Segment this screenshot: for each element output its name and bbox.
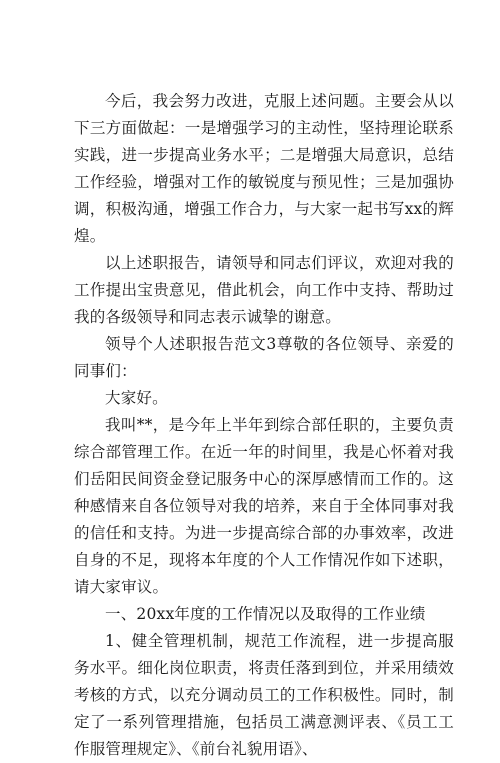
document-body <box>74 88 454 763</box>
paragraph-self-introduction: 我叫**，是今年上半年到综合部任职的，主要负责综合部管理工作。在近一年的时间里，我是心怀着对我们岳阳民间资金登记服务中心的深厚感情而工作的。这种感情来自各位领导对我的培养，来自于全体同事对我的信任和支持。为进一步提高综合部的办事效率，改进自身的不足，现将本年度的个人工作情况作如下述职，请大家审议。 <box>74 416 454 596</box>
section-heading-work-summary: 一、20xx年度的工作情况以及取得的工作业绩 <box>105 605 426 623</box>
paragraph-salutation: 大家好。 <box>105 389 168 407</box>
paragraph-closing-remarks: 以上述职报告，请领导和同志们评议，欢迎对我的工作提出宝贵意见，借此机会，向工作中支持、帮助过我的各级领导和同志表示诚挚的谢意。 <box>74 254 454 326</box>
paragraph-improvement-plan: 今后，我会努力改进，克服上述问题。主要会从以下三方面做起：一是增强学习的主动性，坚持理论联系实践，进一步提高业务水平；二是增强大局意识，总结工作经验，增强对工作的敏锐度与预见性；三是加强协调，积极沟通，增强工作合力，与大家一起书写xx的辉煌。 <box>74 92 454 245</box>
paragraph-report-title-greeting: 领导个人述职报告范文3尊敬的各位领导、亲爱的同事们： <box>74 335 454 380</box>
paragraph-management-mechanism: 1、健全管理机制，规范工作流程，进一步提高服务水平。细化岗位职责，将责任落到到位，并采用绩效考核的方式，以充分调动员工的工作积极性。同时，制定了一系列管理措施，包括员工满意测评表、《员工工作服管理规定》、《前台礼貌用语》、 <box>74 632 454 758</box>
